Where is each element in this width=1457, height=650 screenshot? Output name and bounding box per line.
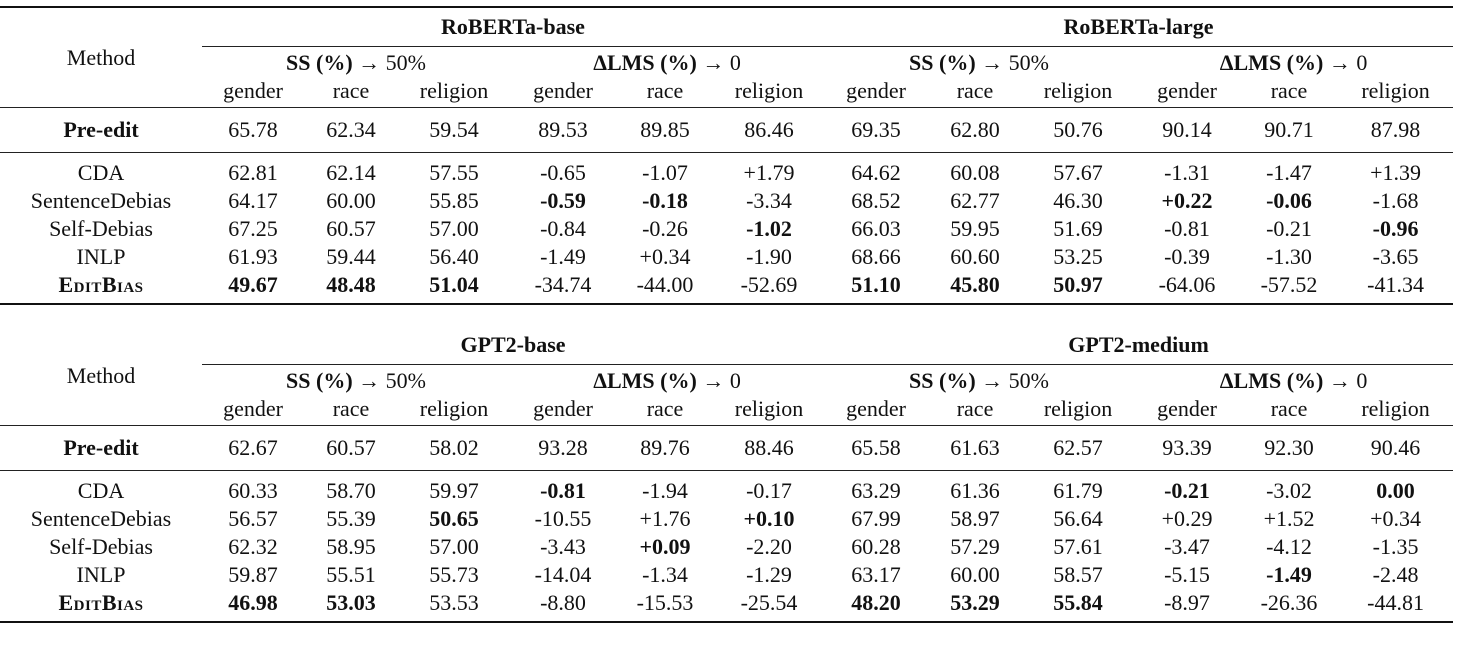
lms-metric-target: → 0 xyxy=(1328,50,1368,75)
col-header: religion xyxy=(1043,396,1113,421)
table-cell: -0.96 xyxy=(1372,216,1419,241)
row-label: CDA xyxy=(0,471,202,506)
table-cell: -1.94 xyxy=(616,471,714,506)
table-cell: 51.69 xyxy=(1053,216,1103,241)
table-cell: -25.54 xyxy=(714,589,824,622)
table-cell: 56.40 xyxy=(429,244,479,269)
table-cell: 69.35 xyxy=(824,108,928,153)
table-cell: 92.30 xyxy=(1240,426,1338,471)
table-cell: -3.43 xyxy=(540,534,586,559)
table-row-inlp xyxy=(0,561,1453,589)
col-header: gender xyxy=(533,78,593,103)
table-cell: -1.90 xyxy=(746,244,792,269)
table-cell: -15.53 xyxy=(616,589,714,622)
table-cell: -1.31 xyxy=(1134,153,1240,188)
table-row-inlp xyxy=(0,243,1453,271)
table-cell: -14.04 xyxy=(534,562,592,587)
table-cell: -0.81 xyxy=(510,471,616,506)
col-header: religion xyxy=(734,78,804,103)
table-cell: 55.51 xyxy=(326,562,376,587)
table-cell: +0.09 xyxy=(639,534,691,559)
ss-metric-header xyxy=(824,365,1134,396)
col-header: race xyxy=(332,396,370,421)
table-cell: +0.10 xyxy=(743,506,795,531)
table-cell: 53.29 xyxy=(928,589,1022,622)
table-cell: 58.97 xyxy=(950,506,1000,531)
table-row-cda xyxy=(0,153,1453,188)
col-header: race xyxy=(646,396,684,421)
table-cell: -1.30 xyxy=(1266,244,1312,269)
lms-metric-header xyxy=(1134,365,1453,396)
table-cell: 50.65 xyxy=(429,506,479,531)
table-cell: 58.95 xyxy=(326,534,376,559)
table-row-self-debias xyxy=(0,215,1453,243)
table-cell: 60.60 xyxy=(950,244,1000,269)
subcolumn-header-row xyxy=(0,395,1453,426)
ss-metric-label: SS (%) xyxy=(286,50,353,75)
table-cell: -1.35 xyxy=(1372,534,1419,559)
table-cell: -26.36 xyxy=(1240,589,1338,622)
table-cell: 60.00 xyxy=(326,188,376,213)
table-cell: -41.34 xyxy=(1338,271,1453,304)
table-cell: -0.06 xyxy=(1266,188,1312,213)
table-cell: 45.80 xyxy=(928,271,1022,304)
table-cell: -0.59 xyxy=(540,188,586,213)
table-cell: 59.87 xyxy=(228,562,278,587)
row-label: EditBias xyxy=(0,589,202,622)
table-cell: 86.46 xyxy=(714,108,824,153)
col-header: gender xyxy=(1157,396,1217,421)
col-header: gender xyxy=(846,396,906,421)
model-name: GPT2-medium xyxy=(824,326,1453,365)
table-cell: 56.57 xyxy=(228,506,278,531)
row-label: Pre-edit xyxy=(0,426,202,471)
col-header: religion xyxy=(419,396,489,421)
ss-metric-target: → 50% xyxy=(358,368,426,393)
table-cell: 50.76 xyxy=(1022,108,1134,153)
table-cell: 62.14 xyxy=(304,153,398,188)
model-name: RoBERTa-base xyxy=(202,7,824,47)
col-header: race xyxy=(956,396,994,421)
table-cell: 93.39 xyxy=(1134,426,1240,471)
lms-metric-label: ΔLMS (%) xyxy=(1219,50,1324,75)
table-cell: 60.57 xyxy=(304,426,398,471)
table-cell: 63.17 xyxy=(851,562,901,587)
table-cell: -44.81 xyxy=(1338,589,1453,622)
table-cell: 51.10 xyxy=(824,271,928,304)
table-row-pre-edit xyxy=(0,108,1453,153)
ss-metric-target: → 50% xyxy=(981,368,1049,393)
row-label: Self-Debias xyxy=(49,534,153,559)
table-row-sentencedebias xyxy=(0,187,1453,215)
model-name: GPT2-base xyxy=(202,326,824,365)
table-cell: 61.63 xyxy=(928,426,1022,471)
metric-header-row xyxy=(0,365,1453,396)
lms-metric-header xyxy=(510,47,824,78)
table-cell: 57.67 xyxy=(1022,153,1134,188)
table-cell: -64.06 xyxy=(1134,271,1240,304)
table-row-editbias xyxy=(0,271,1453,304)
table-cell: 65.58 xyxy=(824,426,928,471)
table-cell: -3.65 xyxy=(1372,244,1419,269)
table-row-cda xyxy=(0,471,1453,506)
table-cell: 89.53 xyxy=(510,108,616,153)
row-label: INLP xyxy=(76,244,126,269)
table-cell: -3.02 xyxy=(1240,471,1338,506)
table-cell: -0.21 xyxy=(1266,216,1312,241)
table-cell: 53.53 xyxy=(398,589,510,622)
table-cell: 58.70 xyxy=(304,471,398,506)
table-cell: 60.57 xyxy=(326,216,376,241)
table-cell: -1.34 xyxy=(642,562,688,587)
table-cell: 62.77 xyxy=(950,188,1000,213)
row-label: Self-Debias xyxy=(49,216,153,241)
table-cell: 67.99 xyxy=(851,506,901,531)
table-cell: -2.48 xyxy=(1372,562,1419,587)
table-cell: 59.97 xyxy=(398,471,510,506)
table-cell: 64.62 xyxy=(824,153,928,188)
table-cell: 89.85 xyxy=(616,108,714,153)
table-cell: 58.57 xyxy=(1053,562,1103,587)
lms-metric-label: ΔLMS (%) xyxy=(593,50,697,75)
table-cell: +1.76 xyxy=(639,506,691,531)
model-header-row xyxy=(0,7,1453,47)
method-header: Method xyxy=(0,7,202,108)
ss-metric-header xyxy=(202,47,510,78)
ss-metric-target: → 50% xyxy=(358,50,426,75)
table-cell: -1.68 xyxy=(1372,188,1419,213)
row-label: INLP xyxy=(76,562,126,587)
col-header: race xyxy=(332,78,370,103)
col-header: gender xyxy=(846,78,906,103)
lms-metric-label: ΔLMS (%) xyxy=(593,368,697,393)
table-cell: 62.57 xyxy=(1022,426,1134,471)
results-table-gpt2 xyxy=(0,326,1453,623)
row-label: SentenceDebias xyxy=(30,506,172,531)
table-cell: -1.47 xyxy=(1240,153,1338,188)
lms-metric-label: ΔLMS (%) xyxy=(1219,368,1324,393)
table-cell: 88.46 xyxy=(714,426,824,471)
ss-metric-label: SS (%) xyxy=(286,368,353,393)
table-cell: -0.17 xyxy=(714,471,824,506)
row-label: CDA xyxy=(0,153,202,188)
table-cell: 90.46 xyxy=(1338,426,1453,471)
table-cell: 57.00 xyxy=(429,534,479,559)
table-cell: +1.52 xyxy=(1263,506,1315,531)
method-header: Method xyxy=(66,362,136,388)
table-cell: 90.14 xyxy=(1134,108,1240,153)
col-header: gender xyxy=(223,396,283,421)
table-cell: -1.49 xyxy=(1266,562,1312,587)
table-cell: -34.74 xyxy=(510,271,616,304)
col-header: religion xyxy=(1361,396,1430,421)
lms-metric-target: → 0 xyxy=(702,50,741,75)
table-cell: 63.29 xyxy=(824,471,928,506)
table-cell: -4.12 xyxy=(1266,534,1312,559)
table-cell: 62.81 xyxy=(202,153,304,188)
table-row-self-debias xyxy=(0,533,1453,561)
table-cell: 62.67 xyxy=(202,426,304,471)
table-cell: -52.69 xyxy=(714,271,824,304)
table-cell: 59.44 xyxy=(326,244,376,269)
table-cell: 55.39 xyxy=(326,506,376,531)
model-name: RoBERTa-large xyxy=(824,7,1453,47)
table-cell: -0.65 xyxy=(510,153,616,188)
metric-header-row xyxy=(0,47,1453,78)
ss-metric-header xyxy=(202,365,510,396)
table-cell: +0.34 xyxy=(639,244,691,269)
table-cell: +0.22 xyxy=(1161,188,1213,213)
ss-metric-label: SS (%) xyxy=(909,50,976,75)
table-cell: 68.52 xyxy=(851,188,901,213)
table-cell: 53.03 xyxy=(304,589,398,622)
table-cell: -8.97 xyxy=(1134,589,1240,622)
table-cell: 62.32 xyxy=(228,534,278,559)
table-cell: 61.93 xyxy=(228,244,278,269)
lms-metric-target: → 0 xyxy=(1328,368,1368,393)
table-cell: 89.76 xyxy=(616,426,714,471)
table-cell: 90.71 xyxy=(1240,108,1338,153)
table-cell: 61.36 xyxy=(928,471,1022,506)
table-cell: -0.18 xyxy=(642,188,688,213)
table-cell: 62.34 xyxy=(304,108,398,153)
table-cell: -57.52 xyxy=(1240,271,1338,304)
table-row-pre-edit xyxy=(0,426,1453,471)
table-cell: 58.02 xyxy=(398,426,510,471)
table-cell: -0.21 xyxy=(1134,471,1240,506)
table-cell: -5.15 xyxy=(1164,562,1210,587)
table-cell: -0.26 xyxy=(642,216,688,241)
table-cell: -0.84 xyxy=(540,216,586,241)
table-cell: 60.28 xyxy=(851,534,901,559)
table-cell: 49.67 xyxy=(202,271,304,304)
model-header-row xyxy=(0,326,1453,365)
table-cell: 66.03 xyxy=(851,216,901,241)
col-header: religion xyxy=(734,396,804,421)
col-header: gender xyxy=(223,78,283,103)
table-cell: 60.00 xyxy=(950,562,1000,587)
ss-metric-target: → 50% xyxy=(981,50,1049,75)
table-cell: 60.08 xyxy=(928,153,1022,188)
row-label: SentenceDebias xyxy=(30,188,172,213)
table-cell: 57.55 xyxy=(398,153,510,188)
ss-metric-label: SS (%) xyxy=(909,368,976,393)
table-cell: -3.47 xyxy=(1164,534,1210,559)
table-cell: 53.25 xyxy=(1053,244,1103,269)
table-cell: 50.97 xyxy=(1022,271,1134,304)
ss-metric-header xyxy=(824,47,1134,78)
lms-metric-header xyxy=(510,365,824,396)
table-cell: -0.81 xyxy=(1164,216,1210,241)
table-cell: -1.29 xyxy=(746,562,792,587)
table-cell: 55.73 xyxy=(429,562,479,587)
table-cell: 59.54 xyxy=(398,108,510,153)
row-label: Pre-edit xyxy=(0,108,202,153)
table-cell: -2.20 xyxy=(746,534,792,559)
table-cell: 55.85 xyxy=(429,188,479,213)
table-cell: +0.34 xyxy=(1370,506,1421,531)
table-cell: -1.02 xyxy=(746,216,792,241)
table-cell: 56.64 xyxy=(1053,506,1103,531)
col-header: race xyxy=(956,78,994,103)
table-row-editbias xyxy=(0,589,1453,622)
lms-metric-header xyxy=(1134,47,1453,78)
col-header: gender xyxy=(1157,78,1217,103)
col-header: religion xyxy=(419,78,489,103)
col-header: gender xyxy=(533,396,593,421)
table-cell: -1.07 xyxy=(616,153,714,188)
table-cell: 60.33 xyxy=(202,471,304,506)
col-header: religion xyxy=(1043,78,1113,103)
table-cell: 59.95 xyxy=(950,216,1000,241)
table-cell: +0.29 xyxy=(1161,506,1213,531)
table-cell: 57.00 xyxy=(429,216,479,241)
col-header: race xyxy=(1270,396,1308,421)
table-cell: -8.80 xyxy=(510,589,616,622)
table-cell: 0.00 xyxy=(1338,471,1453,506)
table-cell: 65.78 xyxy=(202,108,304,153)
table-cell: 55.84 xyxy=(1022,589,1134,622)
table-cell: 67.25 xyxy=(228,216,278,241)
table-cell: 48.48 xyxy=(304,271,398,304)
table-cell: -3.34 xyxy=(746,188,792,213)
lms-metric-target: → 0 xyxy=(702,368,741,393)
results-table-roberta xyxy=(0,6,1453,305)
table-cell: 57.29 xyxy=(950,534,1000,559)
col-header: race xyxy=(646,78,684,103)
table-cell: +1.39 xyxy=(1338,153,1453,188)
table-cell: 46.98 xyxy=(202,589,304,622)
table-cell: +1.79 xyxy=(714,153,824,188)
row-label: EditBias xyxy=(0,271,202,304)
table-cell: 62.80 xyxy=(928,108,1022,153)
table-cell: -44.00 xyxy=(616,271,714,304)
table-cell: 93.28 xyxy=(510,426,616,471)
table-cell: 57.61 xyxy=(1053,534,1103,559)
table-cell: -0.39 xyxy=(1164,244,1210,269)
table-cell: 87.98 xyxy=(1338,108,1453,153)
table-row-sentencedebias xyxy=(0,505,1453,533)
table-cell: 61.79 xyxy=(1022,471,1134,506)
table-cell: 46.30 xyxy=(1053,188,1103,213)
col-header: religion xyxy=(1361,78,1430,103)
table-cell: 68.66 xyxy=(851,244,901,269)
table-cell: -10.55 xyxy=(534,506,592,531)
table-cell: 64.17 xyxy=(228,188,278,213)
table-cell: -1.49 xyxy=(540,244,586,269)
subcolumn-header-row xyxy=(0,77,1453,108)
col-header: race xyxy=(1270,78,1308,103)
table-cell: 51.04 xyxy=(398,271,510,304)
table-cell: 48.20 xyxy=(824,589,928,622)
